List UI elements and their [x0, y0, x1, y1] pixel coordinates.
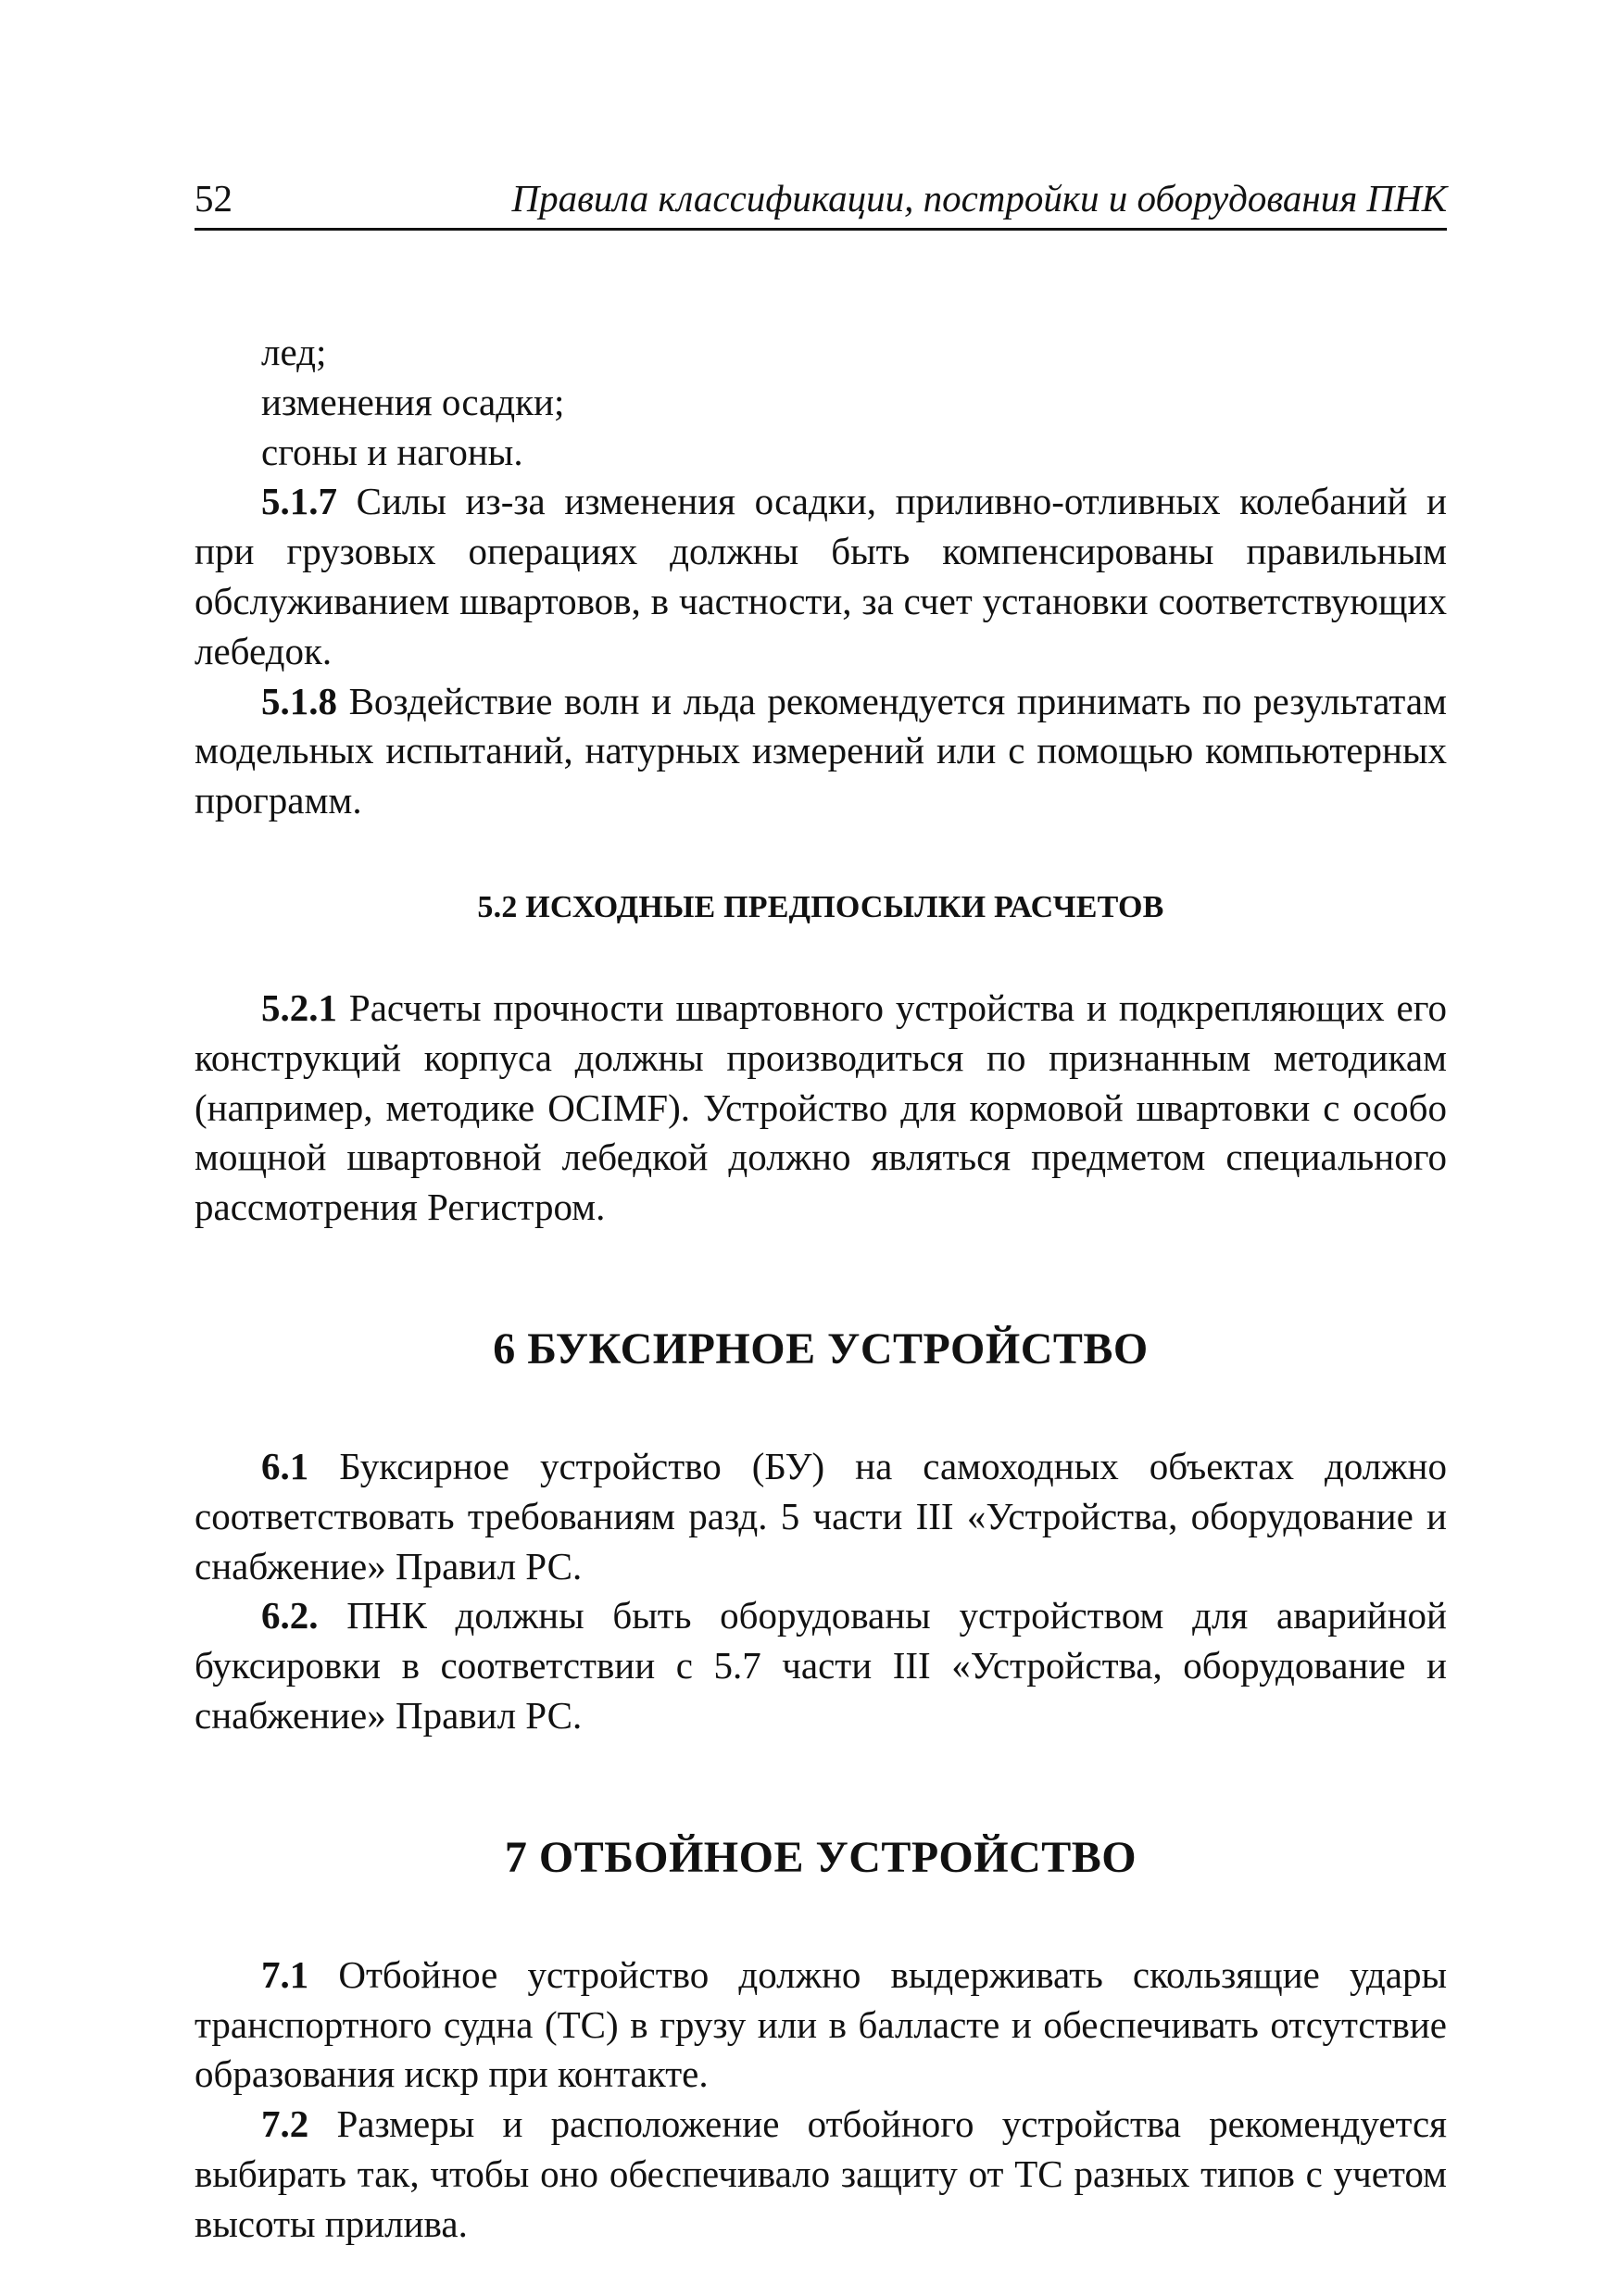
paragraph-text: Размеры и расположение отбойного устройства рекомендуется выбирать так, чтобы оно обеспечивало защиту от ТС разных типов с учетом высоты прилива. — [195, 2102, 1447, 2245]
clause-number: 7.1 — [261, 1952, 309, 1996]
paragraph-text: Отбойное устройство должно выдерживать скользящие удары транспортного судна (ТС) в грузу или в балласте и обеспечивать отсутствие образования искр при контакте. — [195, 1952, 1447, 2096]
list-item: лед; — [261, 331, 327, 373]
paragraph-5-1-8 — [195, 677, 1447, 826]
clause-number: 5.2.1 — [261, 985, 337, 1029]
paragraph-7-2 — [195, 2100, 1447, 2249]
paragraph-text: Буксирное устройство (БУ) на самоходных объектах должно соответствовать требованиям разд. 5 части III «Устройства, оборудование и снабжение» Правил РС. — [195, 1444, 1447, 1587]
paragraph-5-1-7 — [195, 477, 1447, 676]
page-body — [195, 328, 1447, 2250]
paragraph-text: Расчеты прочности швартовного устройства и подкрепляющих его конструкций корпуса должны производиться по признанным методикам (например, методике OCIMF). Устройство для кормовой швартовки с особо мощной швартовной лебедкой должно являться предметом специального рассмотрения Регистром. — [195, 985, 1447, 1229]
clause-number: 6.1 — [261, 1444, 309, 1487]
chapter-heading-7: 7 ОТБОЙНОЕ УСТРОЙСТВО — [504, 1832, 1137, 1882]
paragraph-text: ПНК должны быть оборудованы устройством для аварийной буксировки в соответствии с 5.7 части III «Устройства, оборудование и снабжение» Правил РС. — [195, 1594, 1447, 1737]
clause-number: 5.1.7 — [261, 480, 337, 523]
clause-number: 6.2. — [261, 1594, 319, 1637]
running-title: Правила классификации, постройки и оборудования ПНК — [511, 177, 1447, 220]
paragraph-text: Воздействие волн и льда рекомендуется принимать по результатам модельных испытаний, натурных измерений или с помощью компьютерных программ. — [195, 679, 1447, 822]
page-header — [195, 172, 1447, 231]
list-item: изменения осадки; — [261, 380, 565, 423]
paragraph-text: Силы из-за изменения осадки, приливно-отливных колебаний и при грузовых операциях должны быть компенсированы правильным обслуживанием швартовов, в частности, за счет установки соответствующих лебедок. — [195, 480, 1447, 672]
paragraph-5-2-1 — [195, 984, 1447, 1233]
page-number: 52 — [195, 177, 232, 220]
paragraph-6-2 — [195, 1591, 1447, 1740]
section-heading-5-2: 5.2 ИСХОДНЫЕ ПРЕДПОСЫЛКИ РАСЧЕТОВ — [477, 889, 1164, 924]
clause-number: 5.1.8 — [261, 679, 337, 722]
chapter-heading-6: 6 БУКСИРНОЕ УСТРОЙСТВО — [493, 1324, 1149, 1374]
paragraph-6-1 — [195, 1442, 1447, 1591]
clause-number: 7.2 — [261, 2102, 309, 2146]
list-item: сгоны и нагоны. — [261, 430, 523, 473]
paragraph-7-1 — [195, 1951, 1447, 2100]
